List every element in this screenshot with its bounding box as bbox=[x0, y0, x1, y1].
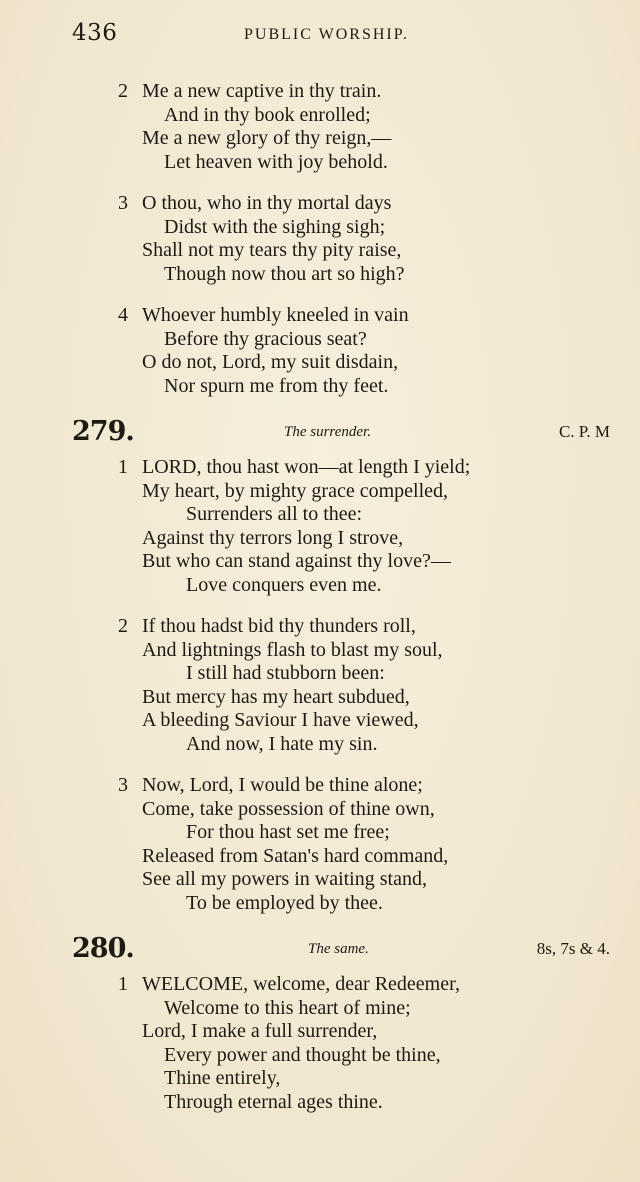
verse-line: 2 If thou hadst bid thy thunders roll, bbox=[118, 615, 416, 637]
hymn-279-stanza-1 bbox=[72, 456, 620, 597]
hymn-279-stanza-2 bbox=[72, 615, 620, 756]
verse-line: 1 LORD, thou hast won—at length I yield; bbox=[118, 456, 471, 478]
page-content bbox=[72, 80, 620, 1132]
verse-line: Me a new glory of thy reign,— bbox=[142, 127, 392, 149]
verse-line: Love conquers even me. bbox=[186, 573, 382, 596]
verse-line: Thine entirely, bbox=[164, 1067, 281, 1089]
verse-line: And in thy book enrolled; bbox=[164, 103, 371, 126]
stanza-3 bbox=[72, 192, 620, 286]
verse-line: Shall not my tears thy pity raise, bbox=[142, 239, 402, 261]
verse-line: Surrenders all to thee: bbox=[186, 503, 363, 525]
verse-line: Before thy gracious seat? bbox=[164, 327, 367, 350]
verse-line: Through eternal ages thine. bbox=[164, 1090, 383, 1113]
stanza-number: 2 bbox=[118, 80, 128, 102]
verse-line: I still had stubborn been: bbox=[186, 662, 385, 684]
verse-line: And lightnings flash to blast my soul, bbox=[142, 638, 443, 661]
hymn-280-stanza-1 bbox=[72, 973, 620, 1114]
verse-line: To be employed by thee. bbox=[186, 891, 383, 914]
hymn-meter: C. P. M bbox=[558, 422, 610, 441]
verse-line: Welcome to this heart of mine; bbox=[164, 996, 411, 1019]
verse-line: 3 Now, Lord, I would be thine alone; bbox=[118, 774, 423, 796]
stanza-number: 3 bbox=[118, 192, 128, 214]
verse-line: Didst with the sighing sigh; bbox=[164, 215, 386, 238]
stanza-number: 1 bbox=[118, 456, 128, 478]
verse-line: Nor spurn me from thy feet. bbox=[164, 374, 389, 397]
hymn-279-heading bbox=[72, 416, 620, 450]
verse-line: And now, I hate my sin. bbox=[186, 732, 378, 755]
hymn-280-heading bbox=[72, 933, 620, 967]
verse-line: 3 O thou, who in thy mortal days bbox=[118, 192, 392, 214]
verse-line: See all my powers in waiting stand, bbox=[142, 868, 427, 890]
stanza-4 bbox=[72, 304, 620, 398]
verse-line: A bleeding Saviour I have viewed, bbox=[142, 709, 419, 731]
verse-line: Against thy terrors long I strove, bbox=[142, 526, 404, 549]
verse-line: But who can stand against thy love?— bbox=[142, 550, 451, 572]
page-header bbox=[72, 20, 600, 52]
stanza-number: 2 bbox=[118, 615, 128, 637]
verse-line: Released from Satan's hard command, bbox=[142, 844, 449, 867]
verse-line: Every power and thought be thine, bbox=[164, 1043, 441, 1066]
verse-line: But mercy has my heart subdued, bbox=[142, 685, 410, 708]
hymn-number: 279. bbox=[72, 416, 134, 447]
hymn-number: 280. bbox=[72, 933, 134, 964]
stanza-2 bbox=[72, 80, 620, 174]
verse-line: 1 WELCOME, welcome, dear Redeemer, bbox=[118, 973, 460, 995]
verse-line: For thou hast set me free; bbox=[186, 821, 390, 843]
stanza-number: 1 bbox=[118, 973, 128, 995]
hymn-279-stanza-3 bbox=[72, 774, 620, 915]
page-number: 436 bbox=[72, 20, 118, 46]
verse-line: 2 Me a new captive in thy train. bbox=[118, 80, 382, 102]
hymn-title: The same. bbox=[308, 941, 369, 957]
verse-line: Come, take possession of thine own, bbox=[142, 797, 435, 820]
verse-line: My heart, by mighty grace compelled, bbox=[142, 479, 449, 502]
verse-line: Let heaven with joy behold. bbox=[164, 150, 388, 173]
stanza-number: 3 bbox=[118, 774, 128, 796]
verse-line: 4 Whoever humbly kneeled in vain bbox=[118, 304, 409, 326]
stanza-number: 4 bbox=[118, 304, 128, 326]
verse-line: O do not, Lord, my suit disdain, bbox=[142, 351, 399, 373]
hymn-meter: 8s, 7s & 4. bbox=[536, 939, 610, 958]
verse-line: Lord, I make a full surrender, bbox=[142, 1020, 378, 1042]
hymn-title: The surrender. bbox=[284, 424, 371, 440]
running-head: PUBLIC WORSHIP. bbox=[244, 26, 409, 43]
verse-line: Though now thou art so high? bbox=[164, 262, 405, 285]
